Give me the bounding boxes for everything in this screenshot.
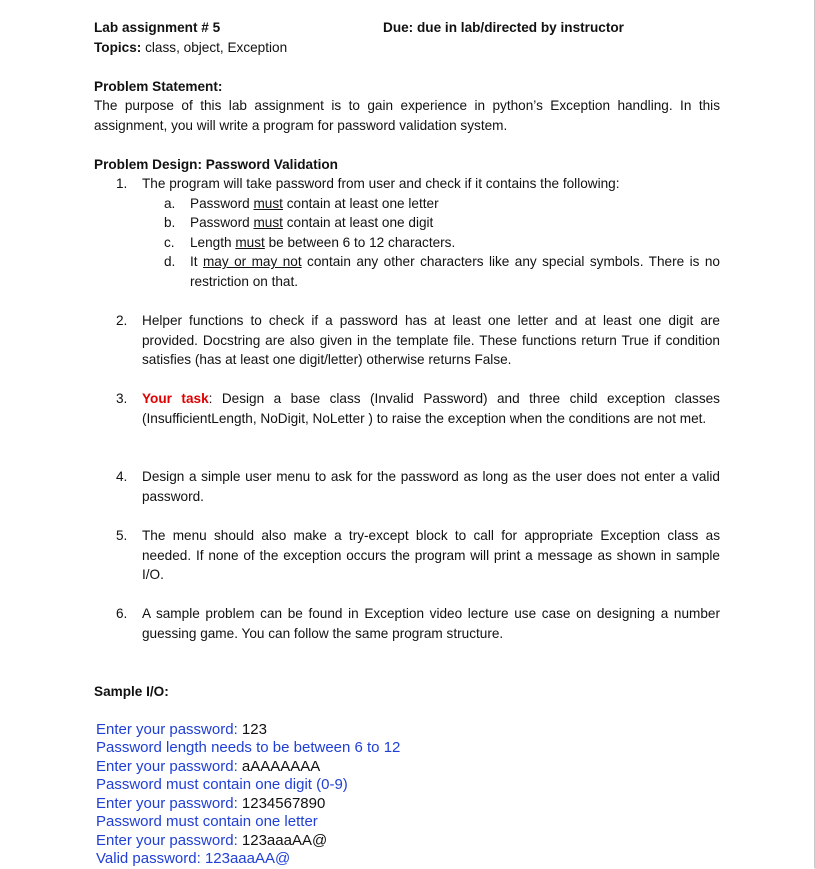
io-prompt: Valid password: 123aaaAA@ [96, 850, 291, 867]
sub-letter: c. [164, 235, 175, 250]
io-line [96, 739, 400, 758]
io-prompt: Password must contain one letter [96, 813, 318, 830]
list-number: 4. [116, 469, 128, 484]
list-number: 1. [116, 176, 128, 191]
topics-line [94, 38, 287, 58]
sample-io-heading: Sample I/O: [94, 684, 169, 699]
io-value: 123aaaAA@ [241, 832, 328, 849]
problem-statement-heading: Problem Statement: [94, 79, 223, 94]
io-line [96, 776, 348, 795]
sub-text-emphasis: must [253, 196, 283, 211]
io-prompt: Enter your password: [96, 758, 242, 775]
list-number: 2. [116, 313, 128, 328]
list-number: 6. [116, 606, 128, 621]
sub-text [190, 252, 720, 291]
list-number: 5. [116, 528, 128, 543]
sub-text-pre: It [190, 254, 203, 269]
sub-text [190, 213, 720, 233]
io-prompt: Enter your password: [96, 832, 242, 849]
lab-title: Lab assignment # 5 [94, 20, 221, 35]
your-task-label: Your task [142, 391, 209, 406]
sub-text [190, 194, 720, 214]
sub-text-emphasis: must [235, 235, 265, 250]
io-prompt: Password must contain one digit (0-9) [96, 776, 348, 793]
sub-letter: a. [164, 196, 176, 211]
io-value: 1234567890 [241, 795, 326, 812]
list-text: Design a simple user menu to ask for the password as long as the user does not enter a valid password. [142, 469, 720, 504]
list-text: Helper functions to check if a password has at least one letter and at least one digit are provided. Docstring are also given in the template file. These functions return True if condition satisfies (has at least one digit/letter) otherwise returns False. [142, 313, 720, 367]
io-line [96, 721, 267, 740]
io-value: 123 [241, 721, 267, 738]
sub-text-pre: Length [190, 235, 236, 250]
sub-text-post: contain at least one digit [282, 215, 434, 230]
io-prompt: Enter your password: [96, 721, 242, 738]
sub-text-post: contain at least one letter [282, 196, 439, 211]
sub-text-post: contain any other characters like any special symbols. There is no restriction on that. [190, 254, 720, 289]
io-line [96, 758, 320, 777]
list-text: The program will take password from user and check if it contains the following: [142, 176, 620, 191]
list-text: A sample problem can be found in Exception video lecture use case on designing a number guessing game. You can follow the same program structure. [142, 606, 720, 641]
task-text: : Design a base class (Invalid Password) and three child exception classes (InsufficientLength, NoDigit, NoLetter ) to raise the exception when the conditions are not met. [142, 391, 720, 426]
topics-value: class, object, Exception [145, 40, 288, 55]
io-prompt: Enter your password: [96, 795, 242, 812]
sub-text-pre: Password [190, 196, 254, 211]
io-line [96, 795, 325, 814]
io-line [96, 832, 327, 851]
list-number: 3. [116, 391, 128, 406]
io-line [96, 813, 318, 832]
sub-text-emphasis: may or may not [202, 254, 302, 269]
list-text [142, 389, 720, 428]
sub-text-pre: Password [190, 215, 254, 230]
due-date: Due: due in lab/directed by instructor [383, 20, 624, 35]
problem-statement-body: The purpose of this lab assignment is to gain experience in python’s Exception handling. In this assignment, you will write a program for password validation system. [94, 98, 720, 133]
topics-label: Topics: [94, 40, 142, 55]
io-line [96, 850, 290, 869]
sub-text-post: be between 6 to 12 characters. [264, 235, 456, 250]
sub-text-emphasis: must [253, 215, 283, 230]
sub-letter: b. [164, 215, 176, 230]
io-prompt: Password length needs to be between 6 to 12 [96, 739, 401, 756]
sub-text [190, 233, 720, 253]
io-value: aAAAAAAA [241, 758, 321, 775]
problem-design-heading: Problem Design: Password Validation [94, 157, 338, 172]
list-text: The menu should also make a try-except block to call for appropriate Exception class as needed. If none of the exception occurs the program will print a message as shown in sample I/O. [142, 528, 720, 582]
sub-letter: d. [164, 254, 176, 269]
